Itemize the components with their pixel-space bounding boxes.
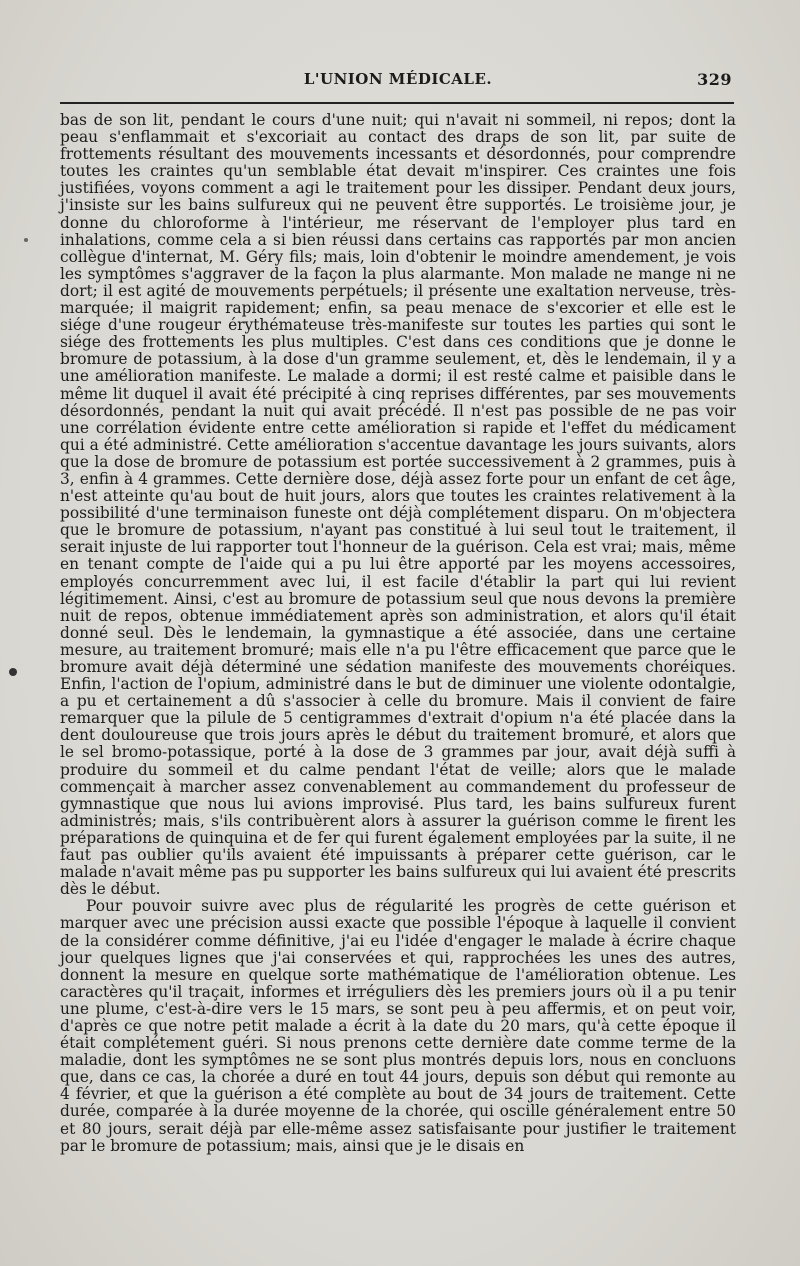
- margin-ink-dot: [9, 668, 17, 676]
- paragraph-2: Pour pouvoir suivre avec plus de régularité les progrès de cette guérison et marquer avec une précision aussi exacte que possible l'époque à laquelle il convient de la considérer comme définitive, j'ai eu l'idée d'engager le malade à écrire chaque jour quelques lignes que j'ai conservées et qui, rapprochées les unes des autres, donnent la mesure en quelque sorte mathématique de l'amélioration obtenue. Les caractères qu'il traçait, informes et irréguliers dès les premiers jours où il a pu tenir une plume, c'est-à-dire vers le 15 mars, se sont peu à peu affermis, et on peut voir, d'après ce que notre petit malade a écrit à la date du 20 mars, qu'à cette époque il était complétement guéri. Si nous prenons cette dernière date comme terme de la maladie, dont les symptômes ne se sont plus montrés depuis lors, nous en concluons que, dans ce cas, la chorée a duré en tout 44 jours, depuis son début qui remonte au 4 février, et que la guérison a été complète au bout de 34 jours de traitement. Cette durée, comparée à la durée moyenne de la chorée, qui oscille généralement entre 50 et 80 jours, serait déjà par elle-même assez satisfaisante pour justifier le traitement par le bromure de potassium; mais, ainsi que je le disais en: [60, 897, 736, 1155]
- running-header: [60, 70, 736, 94]
- journal-title: L'UNION MÉDICALE.: [303, 70, 493, 88]
- paragraph-1: bas de son lit, pendant le cours d'une nuit; qui n'avait ni sommeil, ni repos; dont la peau s'enflammait et s'excoriait au contact des draps de son lit, par suite de frottements résultant des mouvements incessants et désordonnés, pour comprendre toutes les craintes qu'un semblable état devait m'inspirer. Ces craintes une fois justifiées, voyons comment a agi le traitement pour les dissiper. Pendant deux jours, j'insiste sur les bains sulfureux qui ne peuvent être supportés. Le troisième jour, je donne du chloroforme à l'intérieur, me réservant de l'employer plus tard en inhalations, comme cela a si bien réussi dans certains cas rapportés par mon ancien collègue d'internat, M. Géry fils; mais, loin d'obtenir le moindre amendement, je vois les symptômes s'aggraver de la façon la plus alarmante. Mon malade ne mange ni ne dort; il est agité de mouvements perpétuels; il présente une exaltation nerveuse, très-marquée; il maigrit rapidement; enfin, sa peau menace de s'excorier et elle est le siége d'une rougeur érythémateuse très-manifeste sur toutes les parties qui sont le siége des frottements les plus multiples. C'est dans ces conditions que je donne le bromure de potassium, à la dose d'un gramme seulement, et, dès le lendemain, il y a une amélioration manifeste. Le malade a dormi; il est resté calme et paisible dans le même lit duquel il avait été précipité à cinq reprises différentes, par ses mouvements désordonnés, pendant la nuit qui avait précédé. Il n'est pas possible de ne pas voir une corrélation évidente entre cette amélioration si rapide et l'effet du médicament qui a été administré. Cette amélioration s'accentue davantage les jours suivants, alors que la dose de bromure de potassium est portée successivement à 2 grammes, puis à 3, enfin à 4 grammes. Cette dernière dose, déjà assez forte pour un enfant de cet âge, n'est atteinte qu'au bout de huit jours, alors que toutes les craintes relativement à la possibilité d'une terminaison funeste ont déjà complétement disparu. On m'objectera que le bromure de potassium, n'ayant pas constitué à lui seul tout le traitement, il serait injuste de lui rapporter tout l'honneur de la guérison. Cela est vrai; mais, même en tenant compte de l'aide qui a pu lui être apporté par les moyens accessoires, employés concurremment avec lui, il est facile d'établir la part qui lui revient légitimement. Ainsi, c'est au bromure de potassium seul que nous devons la première nuit de repos, obtenue immédiatement après son administration, et alors qu'il était donné seul. Dès le lendemain, la gymnastique a été associée, dans une certaine mesure, au traitement bromuré; mais elle n'a pu l'être efficacement que parce que le bromure avait déjà déterminé une sédation manifeste des mouvements choréiques. Enfin, l'action de l'opium, administré dans le but de diminuer une violente odontalgie, a pu et certainement a dû s'associer à celle du bromure. Mais il convient de faire remarquer que la pilule de 5 centigrammes d'extrait d'opium n'a été placée dans la dent douloureuse que trois jours après le début du traitement bromuré, et alors que le sel bromo-potassique, porté à la dose de 3 grammes par jour, avait déjà suffi à produire du sommeil et du calme pendant l'état de veille; alors que le malade commençait à marcher assez convenablement au commandement du professeur de gymnastique que nous lui avions improvisé. Plus tard, les bains sulfureux furent administrés; mais, s'ils contribuèrent alors à assurer la guérison comme le firent les préparations de quinquina et de fer qui furent également employées par la suite, il ne faut pas oublier qu'ils avaient été impuissants à préparer cette guérison, car le malade n'avait même pas pu supporter les bains sulfureux qui lui avaient été prescrits dès le début.: [60, 111, 736, 899]
- header-rule: [60, 102, 734, 104]
- body-text: [60, 112, 736, 1155]
- page-number: 329: [697, 70, 732, 89]
- margin-ink-speck: [24, 238, 28, 242]
